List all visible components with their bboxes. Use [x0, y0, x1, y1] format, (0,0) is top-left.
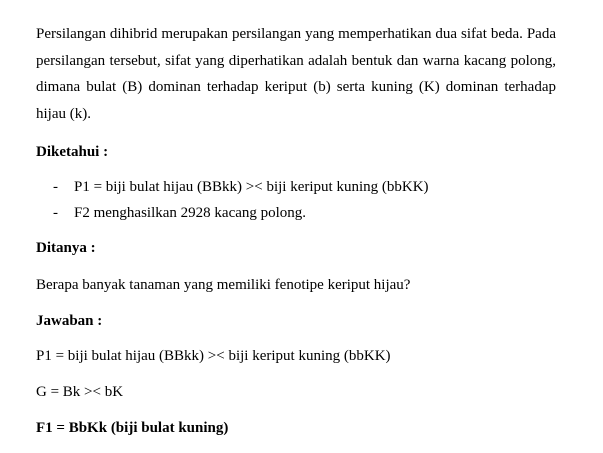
ditanya-question: Berapa banyak tanaman yang memiliki fenotipe keriput hijau? [36, 277, 411, 293]
diketahui-item-text: P1 = biji bulat hijau (BBkk) >< biji keriput kuning (bbKK) [74, 179, 429, 195]
jawaban-p1: P1 = biji bulat hijau (BBkk) >< biji keriput kuning (bbKK) [36, 348, 391, 364]
diketahui-heading: Diketahui : [36, 144, 109, 160]
intro-paragraph: Persilangan dihibrid merupakan persilangan yang memperhatikan dua sifat beda. Pada persilangan tersebut, sifat yang diperhatikan adalah bentuk dan warna kacang polong, dimana bulat (B) dominan terhadap keriput (b) serta kuning (K) dominan terhadap hijau (k). [36, 26, 556, 122]
jawaban-gamet: G = Bk >< bK [36, 384, 124, 400]
diketahui-item-text: F2 menghasilkan 2928 kacang polong. [74, 205, 307, 221]
diketahui-item [53, 203, 306, 223]
jawaban-f1: F1 = BbKk (biji bulat kuning) [36, 420, 229, 436]
jawaban-heading: Jawaban : [36, 313, 103, 329]
ditanya-heading: Ditanya : [36, 240, 96, 256]
diketahui-item [53, 177, 429, 197]
bullet-dash: - [53, 179, 58, 195]
bullet-dash: - [53, 205, 58, 221]
